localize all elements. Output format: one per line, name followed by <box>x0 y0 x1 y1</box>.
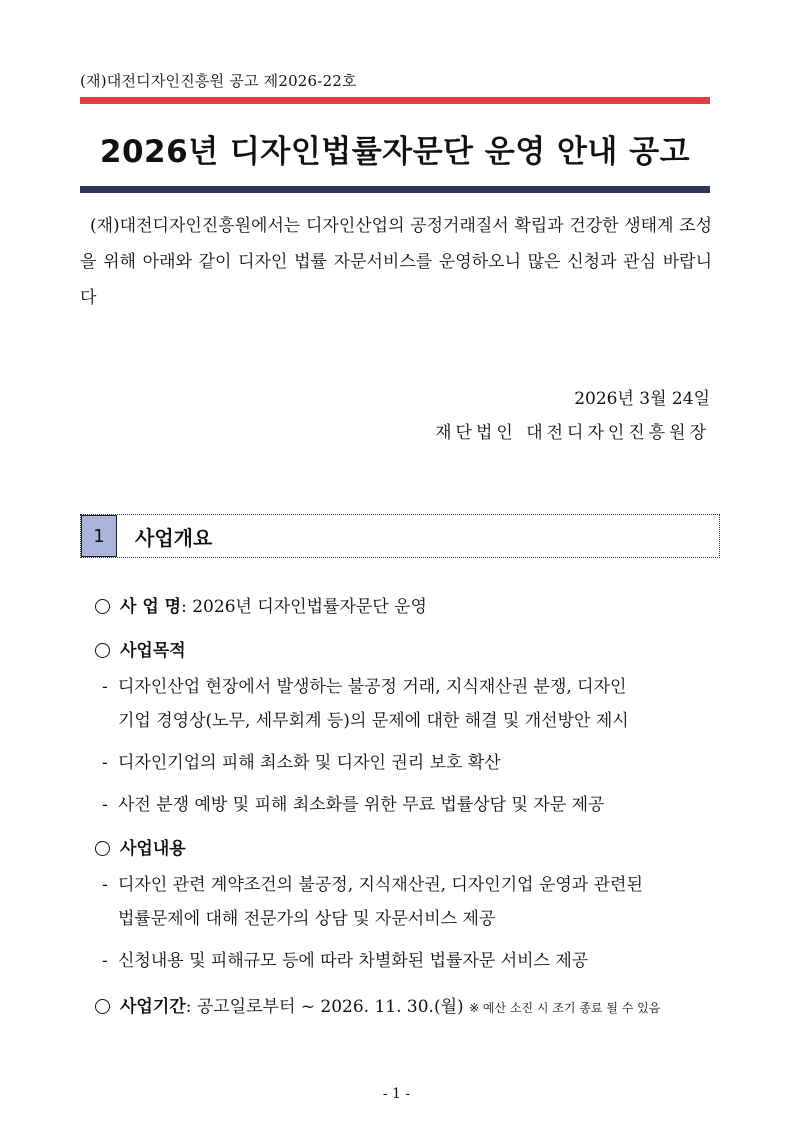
period-value: : 공고일로부터 ~ 2026. 11. 30.(월) <box>185 997 464 1017</box>
circle-bullet-icon <box>95 841 110 856</box>
circle-bullet-icon <box>95 643 110 658</box>
circle-bullet-icon <box>95 599 110 614</box>
period-note: ※ 예산 소진 시 조기 종료 될 수 있음 <box>469 1001 661 1015</box>
content-item-text: 디자인 관련 계약조건의 불공정, 지식재산권, 디자인기업 운영과 관련된 <box>118 875 643 895</box>
purpose-label: 사업목적 <box>120 641 186 661</box>
purpose-item-text: 디자인산업 현장에서 발생하는 불공정 거래, 지식재산권 분쟁, 디자인 <box>118 677 627 697</box>
purpose-item-text: 디자인기업의 피해 최소화 및 디자인 권리 보호 확산 <box>118 753 501 773</box>
page-number: - 1 - <box>382 1086 411 1102</box>
purpose-item <box>102 788 714 822</box>
header-navy-bar <box>80 186 710 193</box>
content-item-text: 법률문제에 대해 전문가의 상담 및 자문서비스 제공 <box>118 909 496 929</box>
page-title: 2026년 디자인법률자문단 운영 안내 공고 <box>99 134 691 170</box>
header-red-bar <box>80 97 710 104</box>
intro-paragraph: (재)대전디자인진흥원에서는 디자인산업의 공정거래질서 확립과 건강한 생태계 조성을 위해 아래와 같이 디자인 법률 자문서비스를 운영하오니 많은 신청과 관심 바랍니다 <box>80 216 712 308</box>
circle-bullet-icon <box>95 999 110 1014</box>
dash-bullet-icon: - <box>102 795 108 815</box>
notice-number: (재)대전디자인진흥원 공고 제2026-22호 <box>80 72 357 90</box>
content-item-text: 신청내용 및 피해규모 등에 따라 차별화된 법률자문 서비스 제공 <box>118 951 589 971</box>
issuing-organization: 재단법인 대전디자인진흥원장 <box>435 423 710 443</box>
dash-bullet-icon: - <box>102 951 108 971</box>
content-item <box>102 944 714 978</box>
purpose-item-text: 사전 분쟁 예방 및 피해 최소화를 위한 무료 법률상담 및 자문 제공 <box>118 795 605 815</box>
dash-bullet-icon: - <box>102 753 108 773</box>
content-item <box>102 868 714 936</box>
purpose-item <box>102 746 714 780</box>
purpose-heading <box>95 636 186 661</box>
project-name-value: : 2026년 디자인법률자문단 운영 <box>181 597 427 617</box>
announcement-date: 2026년 3월 24일 <box>574 389 710 409</box>
dash-bullet-icon: - <box>102 677 108 697</box>
content-heading <box>95 834 186 859</box>
dash-bullet-icon: - <box>102 875 108 895</box>
content-label: 사업내용 <box>120 839 186 859</box>
purpose-item <box>102 670 714 738</box>
section-header <box>80 514 720 558</box>
section-title: 사업개요 <box>135 525 213 550</box>
purpose-item-text: 기업 경영상(노무, 세무회계 등)의 문제에 대한 해결 및 개선방안 제시 <box>118 711 629 731</box>
project-name-label: 사 업 명 <box>120 597 182 617</box>
period-item <box>95 992 660 1017</box>
project-name-item <box>95 592 427 617</box>
section-number: 1 <box>81 515 117 557</box>
period-label: 사업기간 <box>120 997 186 1017</box>
